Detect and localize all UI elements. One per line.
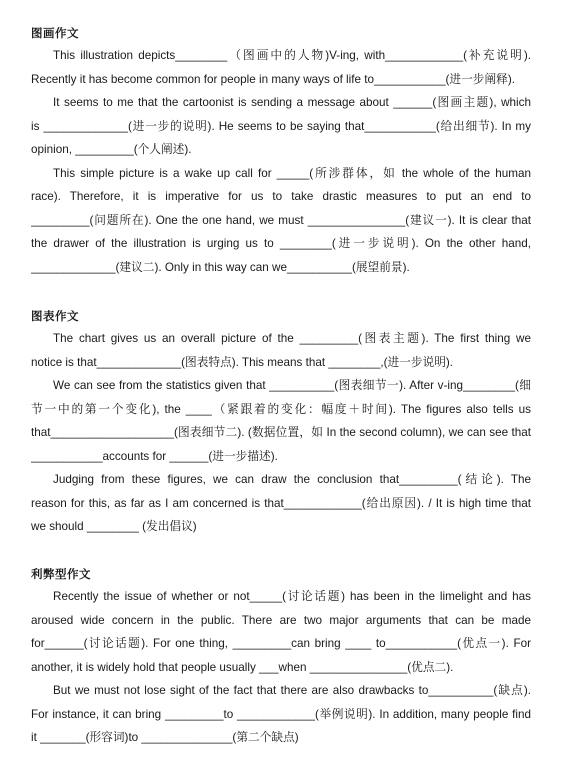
paragraph: [31, 468, 531, 539]
text-line: it _______(形容词)to ______________(第二个缺点): [31, 731, 299, 744]
text-line: This simple picture is a wake up call for _____(所涉群体，如 the whole of the human: [53, 166, 531, 180]
section-pros-cons-essay: [31, 566, 531, 750]
paragraph: [31, 44, 531, 91]
section-picture-essay: [31, 25, 531, 279]
text-line: ___________accounts for ______(进一步描述).: [31, 449, 278, 463]
text-line: This illustration depicts________（图画中的人物)V-ing, with____________(补充说明).: [53, 49, 531, 62]
paragraph: [31, 162, 531, 280]
section-chart-essay: [31, 308, 531, 539]
text-line: It seems to me that the cartoonist is sending a message about ______(图画主题), which: [53, 96, 531, 109]
text-line: _________(问题所在). One the one hand, we must _______________(建议一). It is clear that: [31, 213, 531, 227]
text-line: The chart gives us an overall picture of the _________(图表主题). The first thing we: [53, 332, 531, 345]
text-line: _____________(建议二). Only in this way can we__________(展望前景).: [31, 260, 410, 274]
text-line: Recently the issue of whether or not_____(讨论话题) has been in the limelight and has: [53, 590, 531, 603]
text-line: reason for this, as far as I am concerned is that____________(给出原因). / It is high time that: [31, 496, 531, 510]
text-line: that___________________(图表细节二). (数据位置，如 In the second column), we can see that: [31, 426, 531, 439]
section-title: 图画作文: [31, 26, 79, 40]
section-title: 利弊型作文: [31, 567, 91, 581]
text-line: is _____________(进一步的说明). He seems to be saying that___________(给出细节). In my: [31, 119, 531, 133]
text-line: For instance, it can bring _________to ____________(举例说明). In addition, many people find: [31, 707, 531, 721]
text-line: for______(讨论话题). For one thing, _________can bring ____ to___________(优点一). For: [31, 637, 531, 650]
text-line: opinion, _________(个人阐述).: [31, 143, 192, 156]
paragraph: [31, 585, 531, 679]
text-line: we should ________ (发出倡议): [31, 520, 197, 533]
text-line: the drawer of the illustration is urging us to ________(进一步说明). On the other hand,: [31, 237, 531, 250]
text-line: another, it is widely hold that people usually ___when _______________(优点二).: [31, 660, 454, 674]
section-title: 图表作文: [31, 309, 79, 323]
paragraph: [31, 327, 531, 374]
text-line: aroused wide concern in the public. There are two major arguments that can be made: [31, 613, 531, 627]
text-line: We can see from the statistics given that __________(图表细节一). After v-ing________(细: [53, 379, 531, 392]
text-line: notice is that_____________(图表特点). This means that ________,(进一步说明).: [31, 355, 454, 369]
text-line: 节一中的第一个变化), the ____（紧跟着的变化：幅度＋时间). The figures also tells us: [31, 402, 531, 416]
text-line: But we must not lose sight of the fact that there are also drawbacks to__________(缺点).: [53, 684, 531, 697]
text-line: Recently it has become common for people in many ways of life to___________(进一步阐释).: [31, 72, 515, 86]
paragraph: [31, 91, 531, 162]
paragraph: [31, 679, 531, 750]
text-line: Judging from these figures, we can draw the conclusion that_________(结论). The: [53, 473, 531, 486]
paragraph: [31, 374, 531, 468]
text-line: race). Therefore, it is imperative for us to take drastic measures to put an end to: [31, 190, 531, 203]
